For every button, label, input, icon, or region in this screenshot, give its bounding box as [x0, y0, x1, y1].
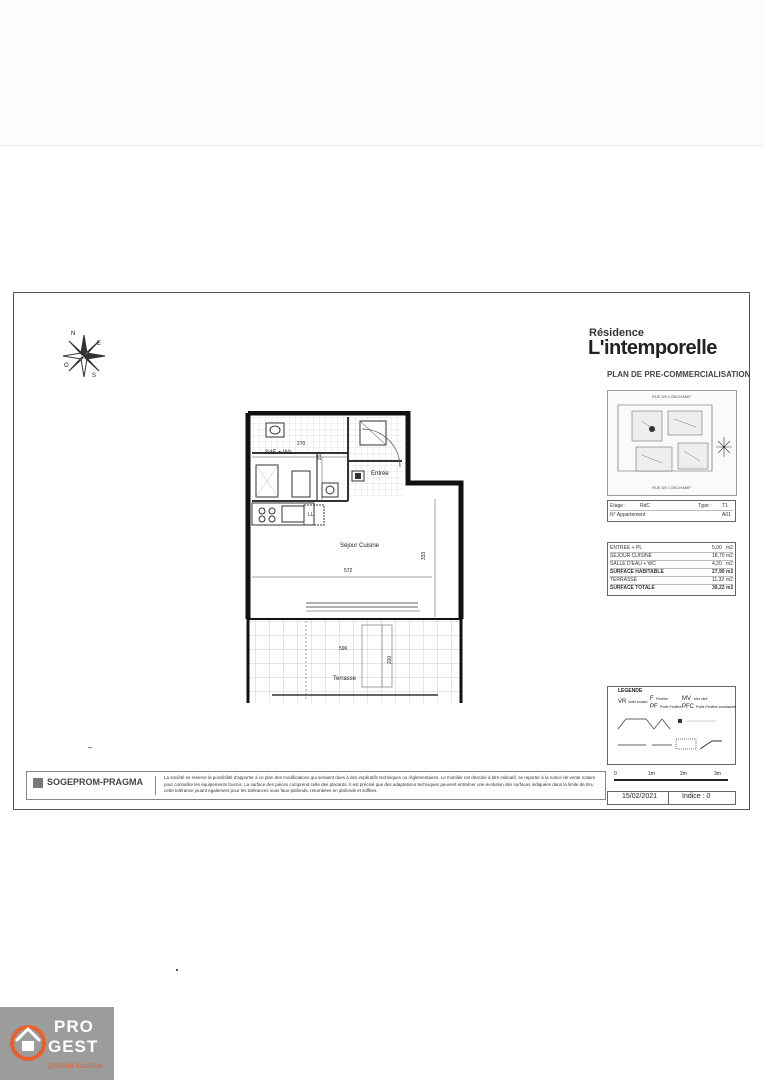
scan-dot	[176, 969, 178, 971]
room-entree: Entrée	[371, 471, 389, 477]
surfaces-table	[607, 542, 736, 596]
surface-unit: m2	[726, 577, 733, 583]
appt-label: N° Appartement	[610, 512, 646, 518]
surface-label: SALLE D'EAU + WC	[610, 561, 656, 567]
sogeprom-logo	[31, 776, 156, 795]
surface-value: 5,00	[712, 545, 722, 551]
legend-mv-text: Mur vitré	[694, 697, 708, 701]
plan-date: 15/02/2021	[622, 793, 658, 800]
surface-label: SEJOUR CUISINE	[610, 553, 652, 559]
site-map-drawing	[612, 401, 732, 481]
progest-pro: PRO	[54, 1017, 94, 1036]
compass-o: O	[64, 363, 69, 369]
compass-s: S	[92, 373, 97, 379]
surface-value: 27,90	[712, 569, 725, 575]
surface-unit: m2	[726, 545, 733, 551]
legend-f: F	[650, 696, 654, 702]
progest-gest: GEST	[48, 1037, 99, 1056]
house-key-icon	[8, 1019, 48, 1063]
legend-mv: MV	[682, 696, 691, 702]
dim-213: 213	[317, 451, 324, 461]
legend-vr-text: Volet roulant	[628, 700, 648, 704]
legend-vr: VR	[618, 699, 627, 705]
surface-value: 39,22	[712, 585, 725, 591]
legend-f-text: Fenêtre	[656, 697, 669, 701]
compass-e: E	[97, 341, 102, 347]
surface-label: ENTREE + PL	[610, 545, 643, 551]
dim-200: 200	[387, 655, 394, 665]
legend-title: LEGENDE	[618, 688, 643, 694]
legend-pf-text: Porte-Fenêtre	[660, 705, 682, 709]
surface-unit: m2	[726, 569, 734, 575]
surface-value: 11,32	[712, 577, 725, 583]
surface-label: SURFACE HABITABLE	[610, 569, 664, 575]
room-sejour: Séjour Cuisine	[340, 543, 380, 549]
dim-596: 596	[339, 646, 348, 652]
legend-pfc-text: Porte-Fenêtre coulissante	[696, 705, 737, 709]
scale-3: 3m	[714, 771, 721, 777]
scan-speck	[88, 747, 92, 748]
etage-value: RdC	[640, 503, 651, 509]
progest-tagline: gestion locative	[48, 1061, 104, 1070]
type-value: T1	[722, 503, 728, 509]
residence-label: Résidence	[589, 327, 645, 339]
dim-333: 333	[421, 551, 428, 561]
surface-label: SURFACE TOTALE	[610, 585, 655, 591]
dim-572: 572	[344, 568, 353, 574]
dim-270: 270	[297, 441, 306, 447]
plan-indice: Indice : 0	[682, 793, 711, 800]
disclaimer-text: La société se réserve la possibilité d'apporter à ce plan des modifications qui seraient dues à des impératifs techniques ou réglementaires. Le mobilier est dessiné à titre indicatif, se reporter à la notice de vente notaire pour connaître les équipements fournis. La surface des pièces comprend celle des placards. Il est précisé que des adaptations techniques peuvent entraîner une évolution des surfaces indiquées dans la limite de 5%, cette tolérance jouant également pour les tolérances sous faux-plafonds, retombées en plafonds et soffites.	[164, 775, 596, 793]
scale-1: 1m	[648, 771, 655, 777]
etage-label: Etage :	[610, 503, 626, 509]
site-minimap	[607, 390, 737, 496]
surface-label: TERRASSE	[610, 577, 637, 583]
date-box	[607, 791, 736, 805]
legend-box	[607, 686, 736, 765]
scale-0: 0	[614, 771, 617, 777]
compass-rose-icon	[59, 331, 109, 381]
surface-value: 18,70	[712, 553, 725, 559]
floor-plan-sheet	[13, 292, 750, 810]
surface-unit: m2	[726, 561, 733, 567]
surface-value: 4,20	[712, 561, 722, 567]
footer-bar	[26, 771, 606, 800]
unit-info-box	[607, 500, 736, 522]
legend-pf: PF	[650, 704, 658, 710]
plan-subtitle: PLAN DE PRE-COMMERCIALISATION	[607, 370, 751, 379]
appt-value: A01	[722, 512, 731, 518]
minimap-street-bottom: RUE DE LONCHAMP	[652, 485, 691, 490]
residence-name: L'intemporelle	[588, 337, 717, 359]
legend-pfc: PFC	[682, 704, 694, 710]
scan-top-band	[0, 0, 764, 146]
company-name: SOGEPROM-PRAGMA	[47, 777, 144, 787]
surface-unit: m2	[726, 585, 734, 591]
progest-logo	[0, 1007, 114, 1080]
room-ll: LL	[308, 512, 314, 518]
scale-2: 2m	[680, 771, 687, 777]
compass-n: N	[71, 331, 76, 337]
type-label: Type :	[698, 503, 712, 509]
room-sde: SdE + Wc	[265, 450, 292, 456]
minimap-street-top: RUE DE LONCHAMP	[652, 394, 691, 399]
room-terrasse: Terrasse	[333, 676, 357, 682]
surface-unit: m2	[726, 553, 733, 559]
legend-symbols	[616, 715, 728, 759]
